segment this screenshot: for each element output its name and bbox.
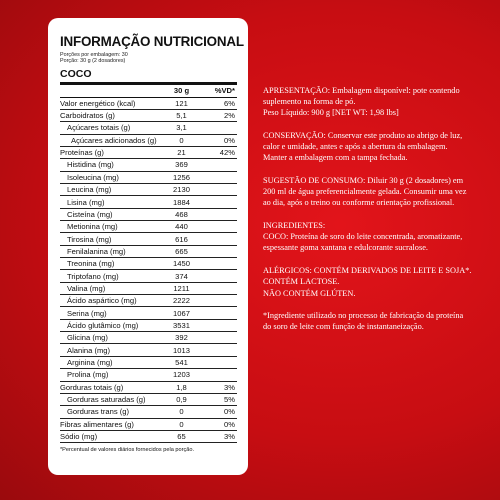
cell-amount: 440 <box>163 221 200 233</box>
cell-daily-value <box>200 369 237 381</box>
header-name <box>60 85 163 98</box>
info-text: *Ingrediente utilizado no processo de fabricação da proteína do soro de leite com função de instantaneização. <box>263 311 464 332</box>
cell-daily-value: 42% <box>200 146 237 158</box>
cell-daily-value <box>200 332 237 344</box>
cell-amount: 3,1 <box>163 122 200 134</box>
flavor-label: COCO <box>60 67 92 80</box>
cell-name: Isoleucina (mg) <box>60 171 163 183</box>
table-row <box>60 221 237 233</box>
table-row <box>60 208 237 220</box>
table-row <box>60 307 237 319</box>
table-row <box>60 134 237 146</box>
cell-name: Valina (mg) <box>60 282 163 294</box>
cell-name: Treonina (mg) <box>60 258 163 270</box>
cell-name: Açúcares adicionados (g) <box>60 134 163 146</box>
table-row <box>60 393 237 405</box>
table-row <box>60 430 237 442</box>
cell-daily-value <box>200 171 237 183</box>
cell-amount: 3531 <box>163 319 200 331</box>
table-row <box>60 245 237 257</box>
cell-daily-value: 0% <box>200 134 237 146</box>
info-heading: INGREDIENTES: <box>263 221 326 231</box>
cell-daily-value: 3% <box>200 381 237 393</box>
cell-daily-value <box>200 307 237 319</box>
nutrition-facts-panel <box>48 18 248 475</box>
table-row <box>60 146 237 158</box>
table-row <box>60 122 237 134</box>
cell-amount: 0 <box>163 134 200 146</box>
info-line: NÃO CONTÉM GLÚTEN. <box>263 288 356 298</box>
info-heading: CONSERVAÇÃO: <box>263 131 326 141</box>
cell-name: Carboidratos (g) <box>60 109 163 121</box>
cell-name: Lisina (mg) <box>60 196 163 208</box>
info-paragraph <box>263 220 473 253</box>
cell-amount: 1,8 <box>163 381 200 393</box>
servings-per-package: Porções por embalagem: 30 <box>60 52 128 58</box>
cell-daily-value: 6% <box>200 97 237 109</box>
cell-name: Metionina (mg) <box>60 221 163 233</box>
cell-name: Sódio (mg) <box>60 430 163 442</box>
info-line: Peso Líquido: 900 g [NET WT: 1,98 lbs] <box>263 108 399 118</box>
info-paragraph <box>263 85 473 118</box>
info-paragraph <box>263 130 473 163</box>
table-row <box>60 319 237 331</box>
info-line: COCO: Proteína de soro do leite concentrada, aromatizante, espessante goma xantana e edulcorante sucralose. <box>263 232 463 253</box>
table-row <box>60 344 237 356</box>
cell-amount: 1211 <box>163 282 200 294</box>
cell-amount: 541 <box>163 356 200 368</box>
cell-amount: 374 <box>163 270 200 282</box>
cell-daily-value: 2% <box>200 109 237 121</box>
cell-amount: 121 <box>163 97 200 109</box>
cell-name: Histidina (mg) <box>60 159 163 171</box>
cell-daily-value <box>200 270 237 282</box>
table-row <box>60 418 237 430</box>
cell-daily-value: 3% <box>200 430 237 442</box>
cell-name: Arginina (mg) <box>60 356 163 368</box>
cell-daily-value <box>200 184 237 196</box>
table-row <box>60 196 237 208</box>
cell-amount: 1067 <box>163 307 200 319</box>
cell-amount: 369 <box>163 159 200 171</box>
cell-daily-value <box>200 208 237 220</box>
table-row <box>60 97 237 109</box>
cell-amount: 65 <box>163 430 200 442</box>
cell-amount: 0 <box>163 418 200 430</box>
cell-daily-value <box>200 245 237 257</box>
table-row <box>60 406 237 418</box>
cell-amount: 1013 <box>163 344 200 356</box>
cell-name: Triptofano (mg) <box>60 270 163 282</box>
table-row <box>60 171 237 183</box>
cell-daily-value <box>200 344 237 356</box>
header-amount: 30 g <box>163 85 200 98</box>
cell-amount: 1450 <box>163 258 200 270</box>
cell-name: Açúcares totais (g) <box>60 122 163 134</box>
cell-amount: 392 <box>163 332 200 344</box>
table-row <box>60 233 237 245</box>
info-heading: APRESENTAÇÃO: <box>263 86 331 95</box>
cell-amount: 0,9 <box>163 393 200 405</box>
cell-name: Cisteína (mg) <box>60 208 163 220</box>
info-paragraph <box>263 175 473 208</box>
cell-amount: 21 <box>163 146 200 158</box>
cell-daily-value <box>200 282 237 294</box>
table-row <box>60 258 237 270</box>
cell-name: Gorduras totais (g) <box>60 381 163 393</box>
header-daily-value: %VD* <box>200 85 237 98</box>
info-text: Diluir 30 g (2 dosadores) em 200 ml de água preferencialmente gelada. Consumir uma vez ao dia, após o treino ou conforme orientação profissional. <box>263 176 467 208</box>
cell-name: Fenilalanina (mg) <box>60 245 163 257</box>
cell-name: Fibras alimentares (g) <box>60 418 163 430</box>
table-row <box>60 159 237 171</box>
cell-name: Glicina (mg) <box>60 332 163 344</box>
table-row <box>60 295 237 307</box>
cell-amount: 1884 <box>163 196 200 208</box>
cell-daily-value <box>200 233 237 245</box>
cell-amount: 468 <box>163 208 200 220</box>
cell-name: Serina (mg) <box>60 307 163 319</box>
table-row <box>60 369 237 381</box>
cell-amount: 2130 <box>163 184 200 196</box>
cell-name: Alanina (mg) <box>60 344 163 356</box>
cell-daily-value: 0% <box>200 406 237 418</box>
info-heading: SUGESTÃO DE CONSUMO: <box>263 176 366 186</box>
product-info <box>263 85 473 344</box>
table-row <box>60 381 237 393</box>
cell-daily-value <box>200 196 237 208</box>
cell-daily-value <box>200 295 237 307</box>
table-row <box>60 282 237 294</box>
nutrition-table <box>60 85 237 444</box>
cell-daily-value <box>200 319 237 331</box>
cell-name: Ácido aspártico (mg) <box>60 295 163 307</box>
table-row <box>60 332 237 344</box>
info-text: Embalagem disponível: pote contendo suplemento na forma de pó. <box>263 86 460 107</box>
cell-daily-value: 5% <box>200 393 237 405</box>
table-row <box>60 356 237 368</box>
info-text: Conservar este produto ao abrigo de luz, calor e umidade, antes e após a abertura da embalagem. Manter a embalagem com a tampa fechada. <box>263 131 463 163</box>
cell-amount: 616 <box>163 233 200 245</box>
cell-amount: 5,1 <box>163 109 200 121</box>
cell-daily-value <box>200 258 237 270</box>
cell-name: Leucina (mg) <box>60 184 163 196</box>
cell-daily-value <box>200 221 237 233</box>
cell-name: Gorduras saturadas (g) <box>60 393 163 405</box>
info-paragraph <box>263 265 473 298</box>
cell-amount: 1256 <box>163 171 200 183</box>
serving-size: Porção: 30 g (2 dosadores) <box>60 58 126 65</box>
cell-name: Tirosina (mg) <box>60 233 163 245</box>
daily-value-footnote: *Percentual de valores diários fornecidos pela porção. <box>60 447 195 454</box>
cell-daily-value <box>200 356 237 368</box>
table-row <box>60 109 237 121</box>
info-paragraph <box>263 310 473 332</box>
nutrition-title: INFORMAÇÃO NUTRICIONAL <box>60 34 244 49</box>
cell-amount: 2222 <box>163 295 200 307</box>
table-header <box>60 85 237 98</box>
cell-name: Proteínas (g) <box>60 146 163 158</box>
info-heading: ALÉRGICOS: CONTÉM DERIVADOS DE LEITE E SOJA*. CONTÉM LACTOSE. <box>263 266 472 287</box>
cell-amount: 0 <box>163 406 200 418</box>
cell-name: Gorduras trans (g) <box>60 406 163 418</box>
cell-amount: 665 <box>163 245 200 257</box>
cell-name: Valor energético (kcal) <box>60 97 163 109</box>
cell-daily-value <box>200 159 237 171</box>
cell-name: Ácido glutâmico (mg) <box>60 319 163 331</box>
cell-amount: 1203 <box>163 369 200 381</box>
table-row <box>60 184 237 196</box>
cell-daily-value <box>200 122 237 134</box>
cell-daily-value: 0% <box>200 418 237 430</box>
cell-name: Prolina (mg) <box>60 369 163 381</box>
table-row <box>60 270 237 282</box>
